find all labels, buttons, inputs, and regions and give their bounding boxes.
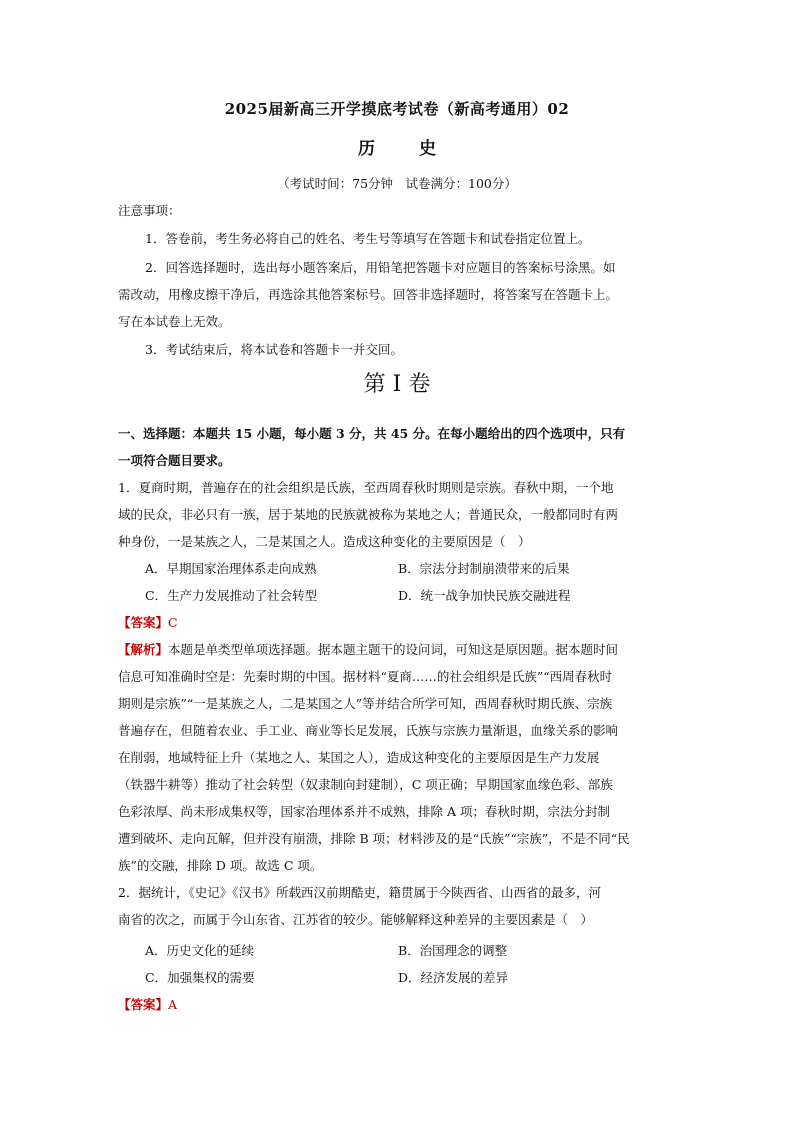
question-1-stem: 1．夏商时期，普遍存在的社会组织是氏族，至西周春秋时期则是宗族。春秋中期，一个地 xyxy=(118,480,614,495)
q1-analysis-line xyxy=(118,640,618,658)
notes-heading: 注意事项： xyxy=(118,203,181,218)
q1-option-a: A．早期国家治理体系走向成熟 xyxy=(145,561,317,576)
q1-analysis-line: 遭到破坏、走向瓦解，但并没有崩溃，排除 B 项；材料涉及的是“氏族”“宗族”，不是不同“民 xyxy=(118,831,630,846)
part-heading: 第 I 卷 xyxy=(363,372,431,397)
question-1-stem: 种身份，一是某族之人，二是某国之人。造成这种变化的主要原因是（ ） xyxy=(118,534,531,549)
q2-option-a: A．历史文化的延续 xyxy=(145,943,255,958)
answer-tag: 【答案】 xyxy=(118,997,169,1012)
note-line: 2．回答选择题时，选出每小题答案后，用铅笔把答题卡对应题目的答案标号涂黑。如 xyxy=(145,260,616,275)
q1-analysis-line: （铁器牛耕等）推动了社会转型（奴隶制向封建制），C 项正确；早期国家血缘色彩、部族 xyxy=(118,777,613,792)
answer-tag: 【答案】 xyxy=(118,615,169,630)
exam-meta: （考试时间：75分钟 试卷满分：100分） xyxy=(277,176,517,191)
q1-analysis-line: 普遍存在，但随着农业、手工业、商业等长足发展，氏族与宗族力量渐退，血缘关系的影响 xyxy=(118,723,619,738)
section-heading: 一、选择题：本题共 15 小题，每小题 3 分，共 45 分。在每小题给出的四个选项中，只有 xyxy=(118,426,626,441)
q1-option-b: B．宗法分封制崩溃带来的后果 xyxy=(398,561,570,576)
note-line: 1．答卷前，考生务必将自己的姓名、考生号等填写在答题卡和试卷指定位置上。 xyxy=(145,231,591,246)
question-2-stem: 南省的次之，而属于今山东省、江苏省的较少。能够解释这种差异的主要因素是（ ） xyxy=(118,912,594,927)
page-title: 2025届新高三开学摸底考试卷（新高考通用）02 xyxy=(224,100,570,118)
q1-analysis-line: 族”的交融，排除 D 项。故选 C 项。 xyxy=(118,858,323,873)
q1-analysis-line: 期则是宗族”“一是某族之人，二是某国之人”等并结合所学可知，西周春秋时期氏族、宗族 xyxy=(118,696,613,711)
section-heading: 一项符合题目要求。 xyxy=(118,453,231,468)
subject-heading: 历史 xyxy=(358,139,480,159)
note-line: 3．考试结束后，将本试卷和答题卡一并交回。 xyxy=(145,342,403,357)
q1-option-c: C．生产力发展推动了社会转型 xyxy=(145,588,318,603)
analysis-tag: 【解析】 xyxy=(118,642,169,657)
answer-value: C xyxy=(168,615,178,630)
q2-option-b: B．治国理念的调整 xyxy=(398,943,508,958)
q2-option-d: D．经济发展的差异 xyxy=(398,970,509,985)
q1-analysis-line: 色彩浓厚、尚未形成集权等，国家治理体系并不成熟，排除 A 项；春秋时期，宗法分封制 xyxy=(118,804,610,819)
analysis-text: 本题是单类型单项选择题。据本题主题干的设问词，可知这是原因题。据本题时间 xyxy=(168,642,619,657)
answer-value: A xyxy=(168,997,178,1012)
q1-analysis-line: 在削弱，地域特征上升（某地之人、某国之人），造成这种变化的主要原因是生产力发展 xyxy=(118,750,600,765)
question-2-stem: 2．据统计，《史记》《汉书》所载西汉前期酷吏，籍贯属于今陕西省、山西省的最多，河 xyxy=(118,885,601,900)
q1-answer xyxy=(118,613,178,631)
note-line: 写在本试卷上无效。 xyxy=(118,314,231,329)
note-line: 需改动，用橡皮擦干净后，再选涂其他答案标号。回答非选择题时，将答案写在答题卡上。 xyxy=(118,287,619,302)
question-1-stem: 域的民众，非必只有一族，居于某地的民族就被称为某地之人；普通民众，一般都同时有两 xyxy=(118,507,619,522)
q2-answer xyxy=(118,995,177,1013)
q2-option-c: C．加强集权的需要 xyxy=(145,970,255,985)
q1-analysis-line: 信息可知准确时空是：先秦时期的中国。据材料“夏商……的社会组织是氏族”“西周春秋时 xyxy=(118,669,613,684)
q1-option-d: D．统一战争加快民族交融进程 xyxy=(398,588,571,603)
